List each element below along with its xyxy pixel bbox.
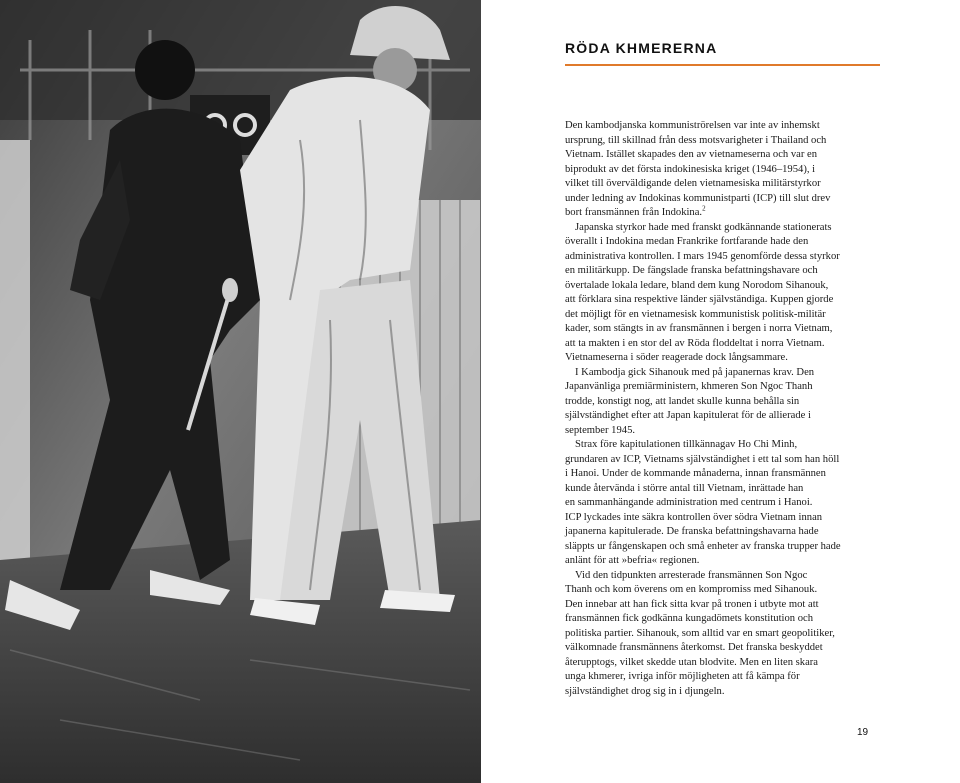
paragraph: I Kambodja gick Sihanouk med på japanernas krav. Den Japanvänliga premiärministern, khmeren Son Ngoc Thanh trodde, konstigt nog, att landet skulle kunna behålla sin självständighet efter att Japan kapitulerat för de allierade i september 1945. xyxy=(565,366,815,436)
page-number: 19 xyxy=(857,727,869,738)
text-page xyxy=(481,0,960,783)
footnote-marker: 2 xyxy=(702,204,706,213)
paragraph: Den kambodjanska kommuniströrelsen var inte av inhemskt ursprung, till skillnad från dess motsvarigheter i Thailand och Vietnam. Istället skapades den av vietnameserna och var en biprodukt av det första indokinesiska kriget (1946–1954), i vilket till överväldigande delen vietnamesiska militärstyrkor under ledning av Indokinas kommunistparti (ICP) till slut drev bort fransmännen från Indokina.$^2$ xyxy=(565,120,831,218)
paragraph: Vid den tidpunkten arresterade fransmännen Son Ngoc Thanh och kom överens om en kompromiss med Sihanouk. Den innebar att han fick sitta kvar på tronen i utbyte mot att fransmännen fick godkänna kungadömets konstitution och politiska partier. Sihanouk, som alltid var en smart geopolitiker, välkomnade fransmännens återkomst. Det franska beskyddet återupptogs, vilket skedde utan blodvite. Men en liten skara unga khmerer, ivriga inför möjligheten att få kämpa för självständighet drog sig in i djungeln. xyxy=(565,569,835,697)
title-rule xyxy=(565,64,880,66)
body-text xyxy=(565,119,895,699)
chapter-title: RÖDA KHMERERNA xyxy=(565,40,718,56)
paragraph: Strax före kapitulationen tillkännagav Ho Chi Minh, grundaren av ICP, Vietnams självständighet i ett tal som han höll i Hanoi. Under de kommande månaderna, innan fransmännen kunde återvända i större antal till Vietnam, inrättade han en sammanhängande administration med centrum i Hanoi. ICP lyckades inte säkra kontrollen över södra Vietnam innan japanerna kapitulerade. De franska befattningshavarna hade släppts ur fångenskapen och små enheter av franska trupper hade anlänt för att »befria« regionen. xyxy=(565,439,841,566)
paragraph: Japanska styrkor hade med franskt godkännande stationerats överallt i Indokina medan Frankrike fortfarande hade den administrativa kontrollen. I mars 1945 genomförde dessa styrkor en militärkupp. De fängslade franska befattningshavare och övertalade lokala ledare, bland dem kung Norodom Sihanouk, att förklara sina respektive länder självständiga. Kuppen gjorde det möjligt för en vietnamesisk kommunistisk politisk-militär kader, som stängts in av fransmännen i bergen i norra Vietnam, att ta makten i en stor del av Röda floddeltat i norra Vietnam. Vietnameserna i söder reagerade dock långsammare. xyxy=(565,221,840,363)
